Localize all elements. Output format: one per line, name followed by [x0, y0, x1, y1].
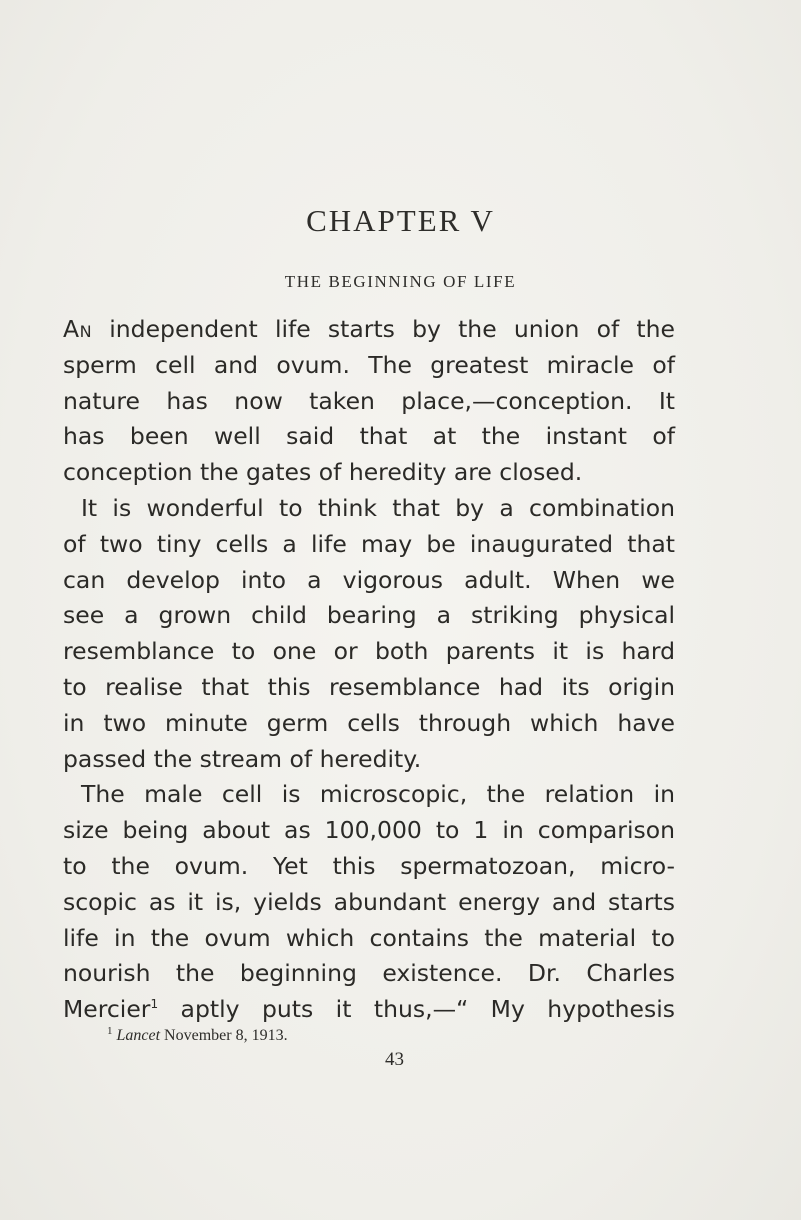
text-line: sperm cell and ovum. The greatest miracle of [63, 350, 675, 379]
text-line: has been well said that at the instant of [63, 422, 675, 451]
text-line: to the ovum. Yet this spermatozoan, micro- [63, 851, 675, 880]
text-line: can develop into a vigorous adult. When we [63, 565, 675, 594]
text-line: The male cell is microscopic, the relation in [81, 780, 675, 809]
text-line: nature has now taken place,—conception. It [63, 386, 675, 415]
text-line [63, 312, 675, 348]
chapter-title: CHAPTER V [306, 203, 495, 238]
footnote-reference: 1 [150, 997, 159, 1012]
opening-word: An [63, 315, 93, 343]
text-line [63, 992, 675, 1028]
text-line: in two minute germ cells through which have [63, 708, 675, 737]
text-line-content: aptly puts it thus,—“ My hypothesis [158, 995, 675, 1024]
text-line: passed the stream of heredity. [63, 744, 422, 773]
footnote [107, 1025, 288, 1045]
footnote-detail: November 8, 1913. [160, 1027, 288, 1044]
text-line-content: Mercier [63, 995, 151, 1024]
text-line: size being about as 100,000 to 1 in comparison [63, 816, 675, 845]
text-line: life in the ovum which contains the material to [63, 923, 675, 952]
text-line: of two tiny cells a life may be inaugurated that [63, 529, 675, 558]
text-line: see a grown child bearing a striking physical [63, 601, 675, 630]
text-line: resemblance to one or both parents it is hard [63, 637, 675, 666]
text-line: It is wonderful to think that by a combination [81, 493, 675, 522]
chapter-subtitle: THE BEGINNING OF LIFE [284, 272, 517, 291]
footnote-source: Lancet [116, 1027, 161, 1044]
text-line: conception the gates of heredity are closed. [63, 458, 583, 487]
text-line: scopic as it is, yields abundant energy and starts [63, 887, 675, 916]
text-line: to realise that this resemblance had its origin [63, 672, 675, 701]
text-line-content: independent life starts by the union of the [92, 315, 675, 343]
page-number: 43 [385, 1049, 404, 1070]
footnote-marker: 1 [107, 1025, 113, 1037]
body-text [63, 312, 675, 1028]
text-line: nourish the beginning existence. Dr. Charles [63, 959, 675, 988]
